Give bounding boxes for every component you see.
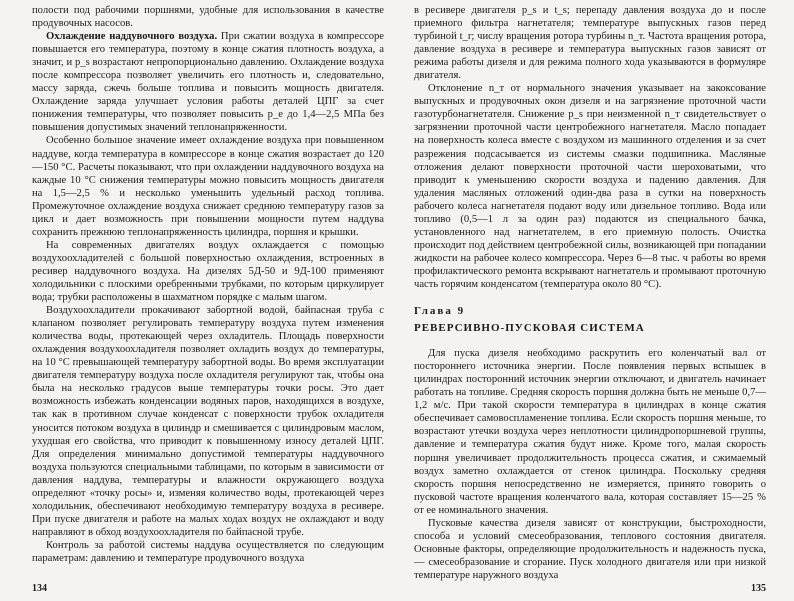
- page-number: 135: [751, 582, 766, 594]
- right-page: [414, 4, 766, 597]
- paragraph: в ресивере двигателя p_s и t_s; перепаду давления воздуха до и после приемного фильтра нагнетателя; температуре выпускных газов перед турбиной t_r; числу вращения ротора турбины n_т. Частота вращения ротора, давление воздуха в ресивере и температура выпускных газов зависят от режима работы дизеля и для режима полного хода указываются в формуляре двигателя.: [414, 5, 766, 82]
- paragraph: Воздухоохладители прокачивают забортной водой, байпасная труба с клапаном позволяет регулировать температуру воздуха путем изменения количества воды, протекающей через охладитель. Площадь поверхности охлаждения воздухоохладителя позволяет охладить воздух до температуры, на 10 °С превышающей температуру забортной воды. Во время эксплуатации двигателя температуру воздуха после охладителя регулируют так, чтобы она была на несколько градусов выше температуры точки росы. Это дает возможность избежать конденсации водяных паров, находящихся в воздухе, так как в противном случае конденсат с поверхности трубок охладителя уносится потоком воздуха в цилиндр и смешивается с цилиндровым маслом, ухудшая его свойства, что приводит к повышенному износу деталей ЦПГ. Для определения минимально допустимой температуры наддувочного воздуха пользуются специальными таблицами, по которым в зависимости от давления наддува, температуры и влажности окружающего воздуха определяют «точку росы» и, изменяя количество воды, протекающей через холодильник, обеспечивают необходимую температуру воздуха в ресивере. При пуске двигателя и работе на малых ходах воздух не охлаждают и воду направляют в обход воздухоохладителя по байпасной трубе.: [32, 305, 384, 538]
- paragraph: полости под рабочими поршнями, удобные для использования в качестве продувочных насосов.: [32, 5, 384, 30]
- page-number: 134: [32, 582, 47, 594]
- paragraph: Особенно большое значение имеет охлаждение воздуха при повышенном наддуве, когда температура в компрессоре в конце сжатия возрастает до 120—150 °С. Расчеты показывают, что при охлаждении наддувочного воздуха на каждые 10 °С снижения температуры можно повысить мощность двигателя на 1,5—2,5 % и несколько уменьшить удельный расход топлива. Промежуточное охлаждение воздуха снижает среднюю температуру газов за цикл и дает возможность при повышении мощности путем наддува сохранить прежнюю теплонапряженность цилиндра, поршня и крышки.: [32, 135, 384, 238]
- paragraph: На современных двигателях воздух охлаждается с помощью воздухоохладителей с большой поверхностью охлаждения, встроенных в ресивер наддувочного воздуха. На дизелях 5Д-50 и 9Д-100 применяют холодильники с плоскими оребренными трубками, по которым циркулирует вода; трубки расположены в шахматном порядке с малым шагом.: [32, 239, 384, 304]
- paragraph: Для пуска дизеля необходимо раскрутить его коленчатый вал от постороннего источника энергии. После появления первых вспышек в цилиндрах посторонний источник энергии отключают, и двигатель начинает работать на топливе. Средняя скорость поршня должна быть не меньше 0,7—1,2 м/с. При такой скорости температура в цилиндрах в конце сжатия обеспечивает самовоспламенение топлива. Если скорость поршня меньше, то возрастают утечки воздуха через неплотности цилиндропоршневой группы, давление и температура сжатия будут ниже. Кроме того, малая скорость поршня увеличивает продолжительность процесса сжатия, и сжимаемый воздух заметно охлаждается от стенок цилиндра. Поскольку средняя скорость поршня непосредственно не измеряется, принято говорить о пусковой частоте вращения коленчатого вала, которая составляет 15—25 % от ее номинального значения.: [414, 348, 766, 516]
- paragraph: Отклонение n_т от нормального значения указывает на закоксование выпускных и продувочных окон дизеля и на загрязнение проточной части газотурбонагнетателя. Снижение p_s при неизменной n_т свидетельствует о загрязнении проточной части центробежного нагнетателя. Масло попадает на поверхность колеса вместе с воздухом из машинного отделения и за счет разрежения подсасывается из системы смазки подшипника. Масляные отложения делают поверхности проточной части шероховатыми, что приводит к уменьшению скорости воздуха и падению давления. Для удаления масляных отложений один-два раза в сутки на поверхность рабочего колеса нагнетателя подают воду или дизельное топливо. Вода или топливо (0,5—1 л за один раз) подаются из специального бачка, установленного над нагнетателем, в его приемную полость. Очистка происходит под действием центробежной силы, возникающей при попадании жидкости на рабочее колесо компрессора. Через 6—8 тыс. ч работы во время профилактического ремонта вскрывают нагнетатель и промывают проточную часть горячим конденсатом (температура около 80 °С).: [414, 83, 766, 290]
- chapter-label: Глава 9: [414, 305, 466, 318]
- section-heading: Охлаждение наддувочного воздуха.: [46, 31, 218, 43]
- chapter-title: РЕВЕРСИВНО-ПУСКОВАЯ СИСТЕМА: [414, 322, 645, 335]
- paragraph-text: При сжатии воздуха в компрессоре повышается его температура, поэтому в конце сжатия плотность воздуха, а значит, и p_s возрастают непропорционально давлению. Охлаждение воздуха после компрессора позволяет увеличить его плотность и, следовательно, массу заряда, сжечь больше топлива и повысить мощность двигателя. Охлаждение заряда улучшает условия работы деталей ЦПГ за счет понижения температуры, что позволяет повысить p_e до 1,4—2,5 МПа без повышения допустимых значений теплонапряженности.: [32, 31, 384, 134]
- paragraph: Контроль за работой системы наддува осуществляется по следующим параметрам: давлению и температуре продувочного воздуха: [32, 539, 384, 564]
- paragraph: Пусковые качества дизеля зависят от конструкции, быстроходности, способа и условий смесеобразования, теплового состояния двигателя. Основные факторы, определяющие продолжительность и надежность пуска, — смесеобразование и сгорание. Пуск холодного двигателя или при низкой температуре наружного воздуха: [414, 517, 766, 581]
- paragraph: [32, 30, 384, 134]
- left-page: [32, 4, 384, 597]
